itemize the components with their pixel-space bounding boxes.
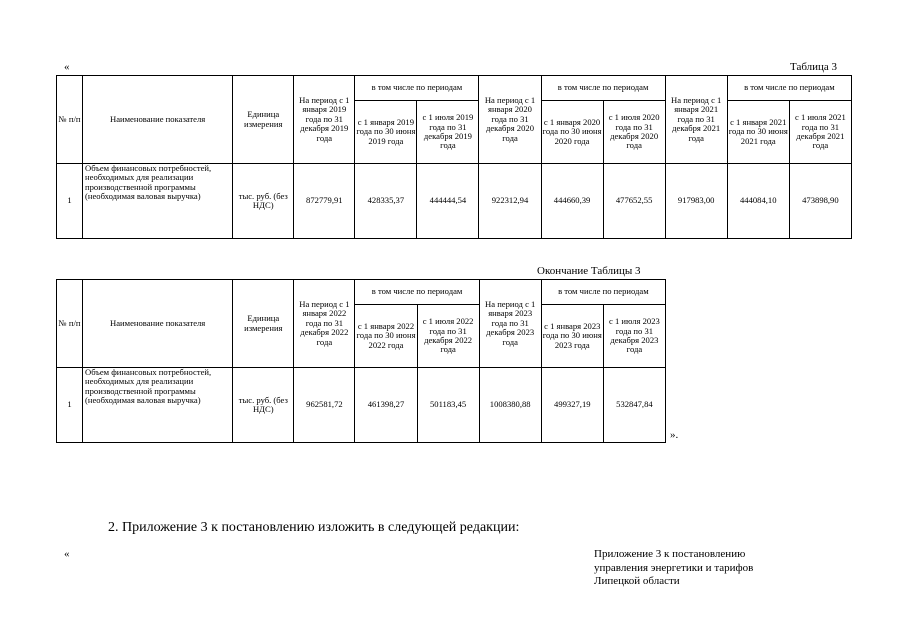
incl-periods-header: в том числе по периодам bbox=[355, 280, 479, 305]
value-cell: 444084,10 bbox=[727, 164, 789, 239]
value-cell: 922312,94 bbox=[479, 164, 541, 239]
half-year-header: с 1 января 2022 года по 30 июня 2022 года bbox=[355, 305, 417, 368]
incl-periods-header: в том числе по периодам bbox=[727, 76, 851, 101]
col-unit-header: Единица измерения bbox=[233, 280, 294, 368]
table-row bbox=[57, 368, 666, 443]
year-total-header: На период с 1 января 2021 года по 31 декабря 2021 года bbox=[665, 76, 727, 164]
row-name: Объем финансовых потребностей, необходимых для реализации производственной программы (необходимая валовая выручка) bbox=[83, 164, 233, 239]
value-cell: 461398,27 bbox=[355, 368, 417, 443]
row-num: 1 bbox=[57, 368, 83, 443]
half-year-header: с 1 июля 2021 года по 31 декабря 2021 года bbox=[789, 101, 851, 164]
table2-header-row bbox=[57, 280, 666, 305]
half-year-header: с 1 июля 2019 года по 31 декабря 2019 года bbox=[417, 101, 479, 164]
value-cell: 1008380,88 bbox=[479, 368, 541, 443]
value-cell: 499327,19 bbox=[541, 368, 603, 443]
value-cell: 532847,84 bbox=[603, 368, 665, 443]
year-total-header: На период с 1 января 2020 года по 31 декабря 2020 года bbox=[479, 76, 541, 164]
body-paragraph: 2. Приложение 3 к постановлению изложить в следующей редакции: bbox=[108, 520, 520, 535]
incl-periods-header: в том числе по периодам bbox=[541, 76, 665, 101]
col-name-header: Наименование показателя bbox=[83, 76, 233, 164]
value-cell: 444444,54 bbox=[417, 164, 479, 239]
half-year-header: с 1 января 2021 года по 30 июня 2021 года bbox=[727, 101, 789, 164]
incl-periods-header: в том числе по периодам bbox=[355, 76, 479, 101]
table-row bbox=[57, 164, 852, 239]
value-cell: 917983,00 bbox=[665, 164, 727, 239]
value-cell: 872779,91 bbox=[294, 164, 355, 239]
row-unit: тыс. руб. (без НДС) bbox=[233, 368, 294, 443]
value-cell: 428335,37 bbox=[355, 164, 417, 239]
value-cell: 473898,90 bbox=[789, 164, 851, 239]
year-total-header: На период с 1 января 2019 года по 31 декабря 2019 года bbox=[294, 76, 355, 164]
col-name-header: Наименование показателя bbox=[83, 280, 233, 368]
appendix-line: Приложение 3 к постановлению bbox=[594, 548, 746, 560]
value-cell: 477652,55 bbox=[603, 164, 665, 239]
value-cell: 501183,45 bbox=[417, 368, 479, 443]
row-name: Объем финансовых потребностей, необходимых для реализации производственной программы (необходимая валовая выручка) bbox=[83, 368, 233, 443]
appendix-line: управления энергетики и тарифов bbox=[594, 561, 754, 574]
half-year-header: с 1 января 2019 года по 30 июня 2019 года bbox=[355, 101, 417, 164]
value-cell: 962581,72 bbox=[294, 368, 355, 443]
opening-quote: « bbox=[64, 61, 70, 73]
half-year-header: с 1 июля 2023 года по 31 декабря 2023 года bbox=[603, 305, 665, 368]
half-year-header: с 1 января 2023 года по 30 июня 2023 года bbox=[541, 305, 603, 368]
col-unit-header: Единица измерения bbox=[233, 76, 294, 164]
table2-caption: Окончание Таблицы 3 bbox=[537, 265, 641, 277]
value-cell: 444660,39 bbox=[541, 164, 603, 239]
year-total-header: На период с 1 января 2022 года по 31 декабря 2022 года bbox=[294, 280, 355, 368]
incl-periods-header: в том числе по периодам bbox=[541, 280, 665, 305]
appendix-header bbox=[594, 548, 753, 589]
bottom-quote: « bbox=[64, 548, 70, 560]
half-year-header: с 1 июля 2020 года по 31 декабря 2020 года bbox=[603, 101, 665, 164]
year-total-header: На период с 1 января 2023 года по 31 декабря 2023 года bbox=[479, 280, 541, 368]
table1-caption: Таблица 3 bbox=[790, 61, 838, 73]
col-num-header: № п/п bbox=[57, 280, 83, 368]
row-unit: тыс. руб. (без НДС) bbox=[233, 164, 294, 239]
closing-quote: ». bbox=[670, 429, 679, 441]
appendix-line: Липецкой области bbox=[594, 575, 680, 587]
row-num: 1 bbox=[57, 164, 83, 239]
table2 bbox=[56, 279, 666, 443]
table1-header-row bbox=[57, 76, 852, 101]
table1 bbox=[56, 75, 852, 239]
half-year-header: с 1 июля 2022 года по 31 декабря 2022 года bbox=[417, 305, 479, 368]
half-year-header: с 1 января 2020 года по 30 июня 2020 года bbox=[541, 101, 603, 164]
col-num-header: № п/п bbox=[57, 76, 83, 164]
